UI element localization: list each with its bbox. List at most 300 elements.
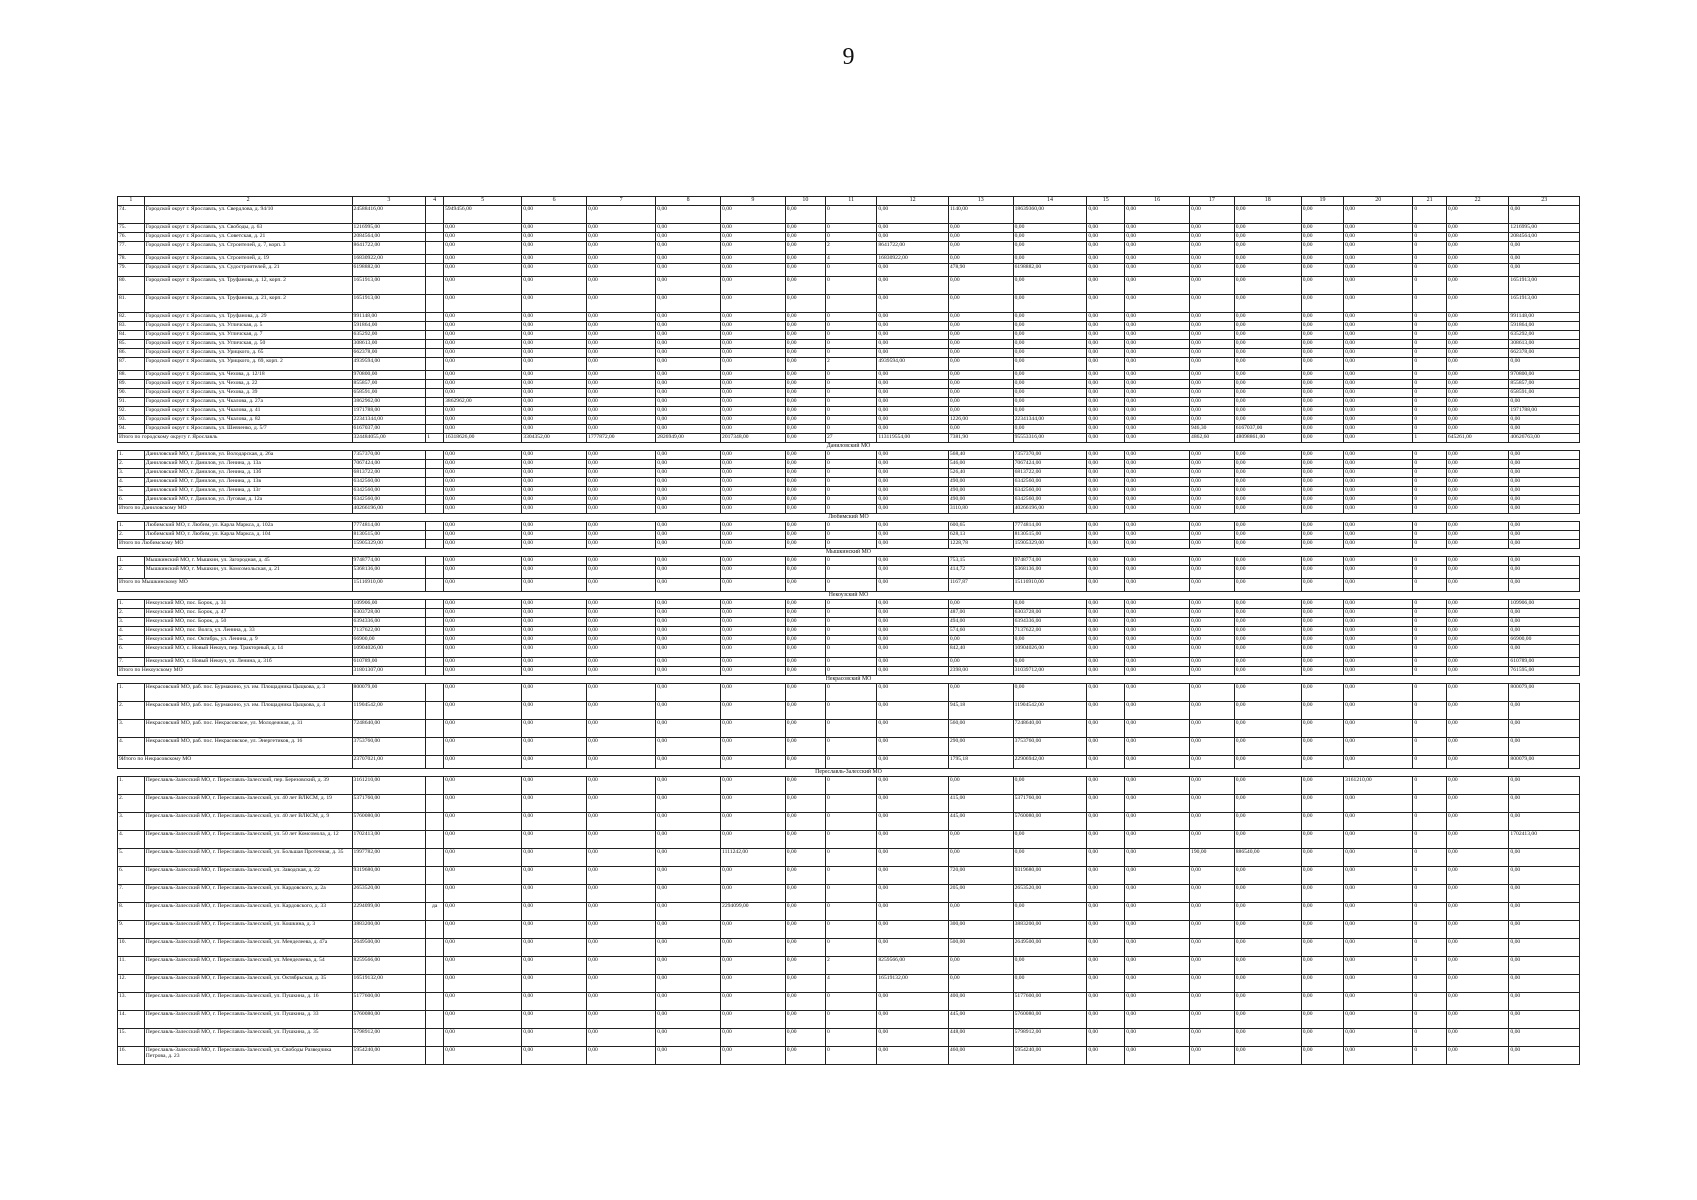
table-cell: 0 (826, 487, 877, 496)
table-cell: 0,00 (877, 425, 948, 434)
table-cell: 1651913,00 (1509, 277, 1580, 295)
table-cell: 0,00 (1013, 331, 1087, 340)
row-number: 2. (118, 566, 145, 579)
table-cell: 600,65 (948, 522, 1013, 531)
table-cell: 0,00 (1344, 939, 1413, 957)
table-cell: 0,00 (1301, 795, 1343, 813)
table-cell: 0,00 (656, 358, 721, 371)
table-row (118, 1029, 1580, 1047)
table-cell: 720,00 (948, 867, 1013, 885)
table-cell: 0,00 (877, 849, 948, 867)
table-cell: 0,00 (1344, 358, 1413, 371)
table-cell: 2653520,00 (1013, 885, 1087, 903)
table-cell (426, 756, 444, 769)
table-cell (426, 557, 444, 566)
table-cell: 0,00 (721, 1047, 786, 1065)
table-cell: 0,00 (1087, 975, 1125, 993)
table-cell: 0,00 (1509, 469, 1580, 478)
table-cell: 0,00 (1087, 277, 1125, 295)
table-cell: 0,00 (1087, 618, 1125, 627)
table-cell: 0,00 (1446, 667, 1509, 676)
table-cell: 0,00 (656, 451, 721, 460)
table-cell: 0,00 (656, 398, 721, 407)
table-cell: 3883200,00 (352, 921, 426, 939)
table-cell: 0,00 (877, 340, 948, 349)
table-cell: 0,00 (1087, 522, 1125, 531)
table-cell: 800079,00 (352, 684, 426, 702)
table-cell: 0,00 (1234, 255, 1301, 264)
table-cell: 0,00 (1190, 531, 1235, 540)
table-cell: 0,00 (1344, 407, 1413, 416)
table-cell: 0,00 (1087, 867, 1125, 885)
table-cell: 0,00 (587, 849, 656, 867)
row-number: 78. (118, 255, 145, 264)
table-cell: 0,00 (1190, 255, 1235, 264)
table-cell: 6167037,00 (1234, 425, 1301, 434)
table-cell: 0,00 (1125, 398, 1190, 407)
total-label: Итого по Любимскому МО (118, 540, 353, 549)
table-cell: 0,00 (587, 224, 656, 233)
table-cell: 3862962,00 (352, 398, 426, 407)
table-cell: 0 (826, 522, 877, 531)
table-cell: 0,00 (1125, 813, 1190, 831)
table-cell: 0,00 (1234, 600, 1301, 609)
table-cell (426, 487, 444, 496)
table-cell: 0 (1413, 389, 1447, 398)
table-cell: 0,00 (1234, 975, 1301, 993)
table-cell: 40626763,00 (1509, 434, 1580, 443)
table-cell: 0,00 (522, 1047, 587, 1065)
table-cell: 0,00 (444, 505, 522, 514)
table-cell: 0,00 (1446, 313, 1509, 322)
table-cell: 2653520,00 (352, 885, 426, 903)
table-cell: 9748774,00 (352, 557, 426, 566)
table-cell: 0,00 (1234, 416, 1301, 425)
row-number: 88. (118, 371, 145, 380)
address-cell: Городской округ г. Ярославль, ул. Судостроителей, д. 21 (144, 264, 352, 277)
table-cell: 0,00 (1125, 777, 1190, 795)
table-cell: 5760080,00 (352, 1011, 426, 1029)
section-title: Мышкинский МО (118, 549, 1580, 557)
table-cell: 0,00 (877, 313, 948, 322)
row-number: 87. (118, 358, 145, 371)
table-cell: 0,00 (721, 618, 786, 627)
total-label: Итого по Мышкинскому МО (118, 579, 353, 592)
table-cell: 0,00 (444, 1047, 522, 1065)
table-cell: 0,00 (522, 313, 587, 322)
table-row (118, 813, 1580, 831)
column-number-19: 19 (1301, 197, 1343, 206)
table-cell: 308613,00 (1509, 340, 1580, 349)
table-cell: 8641722,00 (877, 242, 948, 255)
table-cell: 0,00 (877, 487, 948, 496)
table-cell: 0,00 (1190, 469, 1235, 478)
table-cell (426, 1047, 444, 1065)
table-cell: 0 (1413, 242, 1447, 255)
table-cell: 0 (1413, 398, 1447, 407)
table-cell (426, 684, 444, 702)
table-cell: 753,15 (948, 557, 1013, 566)
table-cell: 0,00 (1509, 478, 1580, 487)
table-cell: 0,00 (1446, 295, 1509, 313)
table-cell: 0,00 (1344, 609, 1413, 618)
table-cell: 0,00 (1125, 609, 1190, 618)
table-cell: 0 (826, 264, 877, 277)
column-number-8: 8 (656, 197, 721, 206)
table-cell: 0,00 (721, 939, 786, 957)
table-cell: 0,00 (1509, 1047, 1580, 1065)
table-cell: 0,00 (1509, 540, 1580, 549)
table-cell: 0,00 (1125, 425, 1190, 434)
table-cell: 0,00 (1509, 1011, 1580, 1029)
table-cell: 0,00 (877, 1029, 948, 1047)
table-cell: 7248640,00 (1013, 720, 1087, 738)
table-cell: 7067424,00 (1013, 460, 1087, 469)
table-cell: 0,00 (1301, 903, 1343, 921)
total-label: 9Итого по Некрасовскому МО (118, 756, 353, 769)
table-cell: 0,00 (948, 831, 1013, 849)
table-cell: 0,00 (1301, 487, 1343, 496)
table-cell: 0,00 (522, 358, 587, 371)
table-cell: 0,00 (587, 371, 656, 380)
table-cell: 0,00 (656, 313, 721, 322)
table-cell: 0,00 (444, 340, 522, 349)
table-cell: 6342560,00 (1013, 478, 1087, 487)
table-cell (426, 609, 444, 618)
table-cell: 6813722,00 (1013, 469, 1087, 478)
table-cell: 0,00 (656, 645, 721, 658)
column-number-23: 23 (1509, 197, 1580, 206)
table-cell: 591864,00 (352, 322, 426, 331)
table-cell: 0,00 (444, 600, 522, 609)
table-cell: 0,00 (444, 795, 522, 813)
table-cell (426, 531, 444, 540)
table-cell: 0,00 (1446, 903, 1509, 921)
table-cell: 0,00 (948, 371, 1013, 380)
table-cell: 0 (826, 1047, 877, 1065)
table-cell: 0,00 (1446, 358, 1509, 371)
table-cell: 0,00 (1190, 487, 1235, 496)
address-cell: Некрасовский МО, раб. пос. Некрасовское, ул. Энергетиков, д. 16 (144, 738, 352, 756)
table-cell (426, 358, 444, 371)
table-cell: 0,00 (877, 795, 948, 813)
table-cell: 0 (826, 667, 877, 676)
table-cell: 0,00 (1190, 1029, 1235, 1047)
table-cell: 0,00 (1190, 358, 1235, 371)
table-cell: 0,00 (877, 460, 948, 469)
table-row (118, 206, 1580, 224)
table-cell: 0,00 (1013, 975, 1087, 993)
table-cell: 1167,87 (948, 579, 1013, 592)
table-cell: 0,00 (656, 557, 721, 566)
total-row (118, 756, 1580, 769)
table-cell: 0,00 (1446, 264, 1509, 277)
table-cell: 0,00 (877, 557, 948, 566)
table-cell: 0,00 (1344, 566, 1413, 579)
total-row (118, 505, 1580, 514)
table-cell: 0,00 (444, 993, 522, 1011)
table-cell: 8130515,00 (1013, 531, 1087, 540)
table-cell: 0,00 (877, 398, 948, 407)
table-cell: 0,00 (1344, 618, 1413, 627)
table-cell: 0,00 (1301, 849, 1343, 867)
table-cell: 0,00 (587, 206, 656, 224)
table-cell: 0 (1413, 264, 1447, 277)
table-cell: 308613,00 (352, 340, 426, 349)
table-row (118, 738, 1580, 756)
table-cell: 0,00 (877, 407, 948, 416)
total-label: Итого по Некоузскому МО (118, 667, 353, 676)
table-cell: 0,00 (1446, 738, 1509, 756)
table-cell: 0,00 (444, 322, 522, 331)
table-cell: 0,00 (877, 684, 948, 702)
table-cell: 0,00 (1125, 939, 1190, 957)
table-cell: 0,00 (587, 658, 656, 667)
table-cell: 0,00 (1234, 233, 1301, 242)
table-cell: 0,00 (1190, 242, 1235, 255)
table-cell: 0,00 (1301, 600, 1343, 609)
table-cell: 0,00 (785, 416, 825, 425)
table-cell: 0,00 (656, 738, 721, 756)
table-cell: 0,00 (444, 242, 522, 255)
table-cell: 0,00 (1301, 505, 1343, 514)
table-cell: 0 (826, 349, 877, 358)
table-cell: 0,00 (877, 636, 948, 645)
table-cell (426, 993, 444, 1011)
table-cell: 0,00 (1190, 407, 1235, 416)
row-number: 89. (118, 380, 145, 389)
table-cell: 0,00 (1087, 540, 1125, 549)
table-cell: 0,00 (721, 371, 786, 380)
table-cell: 0,00 (444, 469, 522, 478)
table-cell: 4862,60 (1190, 434, 1235, 443)
table-cell (426, 416, 444, 425)
table-cell: 0,00 (877, 322, 948, 331)
table-cell: 0,00 (1301, 469, 1343, 478)
table-row (118, 322, 1580, 331)
table-cell: 0,00 (587, 242, 656, 255)
table-cell: 0,00 (1013, 957, 1087, 975)
table-cell: 0,00 (1087, 636, 1125, 645)
table-cell: 0,00 (1509, 1029, 1580, 1047)
table-cell: 0,00 (587, 1047, 656, 1065)
table-cell: 0,00 (1344, 975, 1413, 993)
table-cell: 0,00 (1190, 566, 1235, 579)
table-cell: 0,00 (522, 658, 587, 667)
table-cell: 0,00 (1234, 1011, 1301, 1029)
table-cell: 0,00 (522, 478, 587, 487)
table-cell: 0,00 (656, 921, 721, 939)
table-cell: 0,00 (444, 645, 522, 658)
table-cell: 0 (1413, 667, 1447, 676)
table-cell: 0 (826, 903, 877, 921)
table-cell: 0,00 (1125, 264, 1190, 277)
table-cell: 0,00 (1125, 618, 1190, 627)
table-cell: 0,00 (522, 460, 587, 469)
table-cell: 0,00 (1301, 939, 1343, 957)
table-cell: 0,00 (785, 478, 825, 487)
table-cell: 0,00 (1087, 206, 1125, 224)
table-cell: 0,00 (721, 460, 786, 469)
table-cell: 0,00 (587, 885, 656, 903)
table-cell: 0,00 (1344, 313, 1413, 322)
table-cell: 0,00 (877, 505, 948, 514)
table-cell: 0,00 (1125, 206, 1190, 224)
address-cell: Любимский МО, г. Любим, ул. Карла Маркса, д. 104 (144, 531, 352, 540)
table-cell: 0,00 (948, 255, 1013, 264)
table-cell: 9319680,00 (352, 867, 426, 885)
table-cell: 0,00 (1301, 358, 1343, 371)
table-cell: 0,00 (1234, 658, 1301, 667)
table-cell: 8641722,00 (352, 242, 426, 255)
table-cell: 0,00 (444, 777, 522, 795)
table-row (118, 380, 1580, 389)
table-cell: 0 (1413, 313, 1447, 322)
table-cell: 0,00 (444, 358, 522, 371)
table-cell: 0,00 (587, 522, 656, 531)
table-row (118, 460, 1580, 469)
table-cell: 0,00 (1013, 295, 1087, 313)
table-cell: 0,00 (877, 349, 948, 358)
table-cell: 0,00 (587, 540, 656, 549)
table-cell: 0 (1413, 540, 1447, 549)
table-cell: 0,00 (1509, 531, 1580, 540)
table-cell: 0,00 (1013, 658, 1087, 667)
table-cell: 0,00 (948, 658, 1013, 667)
table-cell: 0 (1413, 867, 1447, 885)
table-cell: 0 (1413, 416, 1447, 425)
table-cell: 0,00 (1087, 434, 1125, 443)
table-cell: 0,00 (785, 636, 825, 645)
table-cell: 0,00 (587, 618, 656, 627)
table-cell: 0,00 (1125, 831, 1190, 849)
table-cell: 0,00 (444, 264, 522, 277)
table-cell: 0 (1413, 636, 1447, 645)
table-row (118, 849, 1580, 867)
address-cell: Городской округ г. Ярославль, ул. Угличская, д. 7 (144, 331, 352, 340)
table-cell: 0,00 (1344, 702, 1413, 720)
table-cell: 0,00 (444, 939, 522, 957)
table-row (118, 496, 1580, 505)
table-cell: 855857,00 (352, 380, 426, 389)
table-cell: 0,00 (785, 522, 825, 531)
table-row (118, 939, 1580, 957)
table-cell: 0,00 (656, 756, 721, 769)
address-cell: Городской округ г. Ярославль, ул. Шевченко, д. 5/7 (144, 425, 352, 434)
table-cell: 7774814,00 (1013, 522, 1087, 531)
table-row (118, 242, 1580, 255)
table-cell: 0,00 (1344, 451, 1413, 460)
table-cell: 0,00 (1344, 795, 1413, 813)
address-cell: Городской округ г. Ярославль, ул. Строителей, д. 7, корп. 3 (144, 242, 352, 255)
row-number: 7. (118, 885, 145, 903)
table-cell: 0 (826, 867, 877, 885)
table-cell: 0,00 (1446, 389, 1509, 398)
table-cell (426, 407, 444, 416)
table-cell: 0,00 (1013, 233, 1087, 242)
table-cell: 0 (826, 566, 877, 579)
table-cell: 0,00 (1087, 738, 1125, 756)
table-cell: 0,00 (1344, 340, 1413, 349)
table-cell: 0,00 (587, 313, 656, 322)
table-cell: 0,00 (522, 720, 587, 738)
address-cell: Городской округ г. Ярославль, ул. Угличская, д. 5 (144, 322, 352, 331)
table-cell: 0,00 (587, 867, 656, 885)
table-cell: 0,00 (721, 206, 786, 224)
table-cell: 0 (1413, 756, 1447, 769)
table-cell: 0,00 (1087, 407, 1125, 416)
table-cell: 0,00 (721, 349, 786, 358)
table-cell: 0,00 (948, 322, 1013, 331)
row-number: 9. (118, 921, 145, 939)
table-cell: 0 (1413, 487, 1447, 496)
table-cell: 0,00 (1344, 331, 1413, 340)
table-cell: 16830922,00 (352, 255, 426, 264)
table-cell: 6198882,00 (352, 264, 426, 277)
row-number: 15. (118, 1029, 145, 1047)
table-cell: 0,00 (587, 505, 656, 514)
table-cell (426, 496, 444, 505)
row-number: 1. (118, 557, 145, 566)
table-cell: 0,00 (785, 331, 825, 340)
table-cell: 0,00 (444, 921, 522, 939)
row-number: 14. (118, 1011, 145, 1029)
table-cell: 0,00 (1344, 627, 1413, 636)
address-cell: Некоузский МО, с. Новый Некоуз, пер. Тракторный, д. 14 (144, 645, 352, 658)
table-cell: 0,00 (1234, 720, 1301, 738)
table-cell: 0,00 (1446, 885, 1509, 903)
table-cell: 0,00 (1087, 1047, 1125, 1065)
table-cell: 0,00 (587, 322, 656, 331)
column-number-16: 16 (1125, 197, 1190, 206)
table-cell: 8259566,00 (352, 957, 426, 975)
table-cell: 0,00 (1125, 322, 1190, 331)
table-cell: 0,00 (721, 636, 786, 645)
table-cell: 0,00 (1234, 264, 1301, 277)
table-cell: 0,00 (1125, 242, 1190, 255)
table-cell: 0,00 (877, 885, 948, 903)
table-cell: 0,00 (1509, 242, 1580, 255)
table-cell: 0,00 (444, 522, 522, 531)
table-cell: 0,00 (587, 684, 656, 702)
table-cell: 0,00 (1087, 658, 1125, 667)
table-cell: 0,00 (1190, 340, 1235, 349)
table-cell (426, 277, 444, 295)
table-cell: 0,00 (444, 885, 522, 903)
table-cell: 0,00 (1125, 636, 1190, 645)
column-number-10: 10 (785, 197, 825, 206)
table-cell: 0,00 (1234, 885, 1301, 903)
table-cell: 0,00 (444, 849, 522, 867)
table-cell: 0,00 (721, 609, 786, 618)
table-cell: 0,00 (522, 496, 587, 505)
table-cell: 0,00 (1190, 702, 1235, 720)
row-number: 16. (118, 1047, 145, 1065)
table-cell: 0,00 (1013, 371, 1087, 380)
table-cell: 0,00 (1234, 684, 1301, 702)
table-cell: 0,00 (1125, 313, 1190, 322)
table-cell: 0,00 (1190, 380, 1235, 389)
table-cell: 0,00 (656, 478, 721, 487)
table-cell: 0,00 (1125, 496, 1190, 505)
table-cell: 0,00 (785, 993, 825, 1011)
table-cell: 6342560,00 (352, 496, 426, 505)
table-cell: 0 (1413, 627, 1447, 636)
table-cell: 0,00 (785, 777, 825, 795)
address-cell: Городской округ г. Ярославль, ул. Угличская, д. 50 (144, 340, 352, 349)
table-cell: 0 (1413, 407, 1447, 416)
column-number-17: 17 (1190, 197, 1235, 206)
